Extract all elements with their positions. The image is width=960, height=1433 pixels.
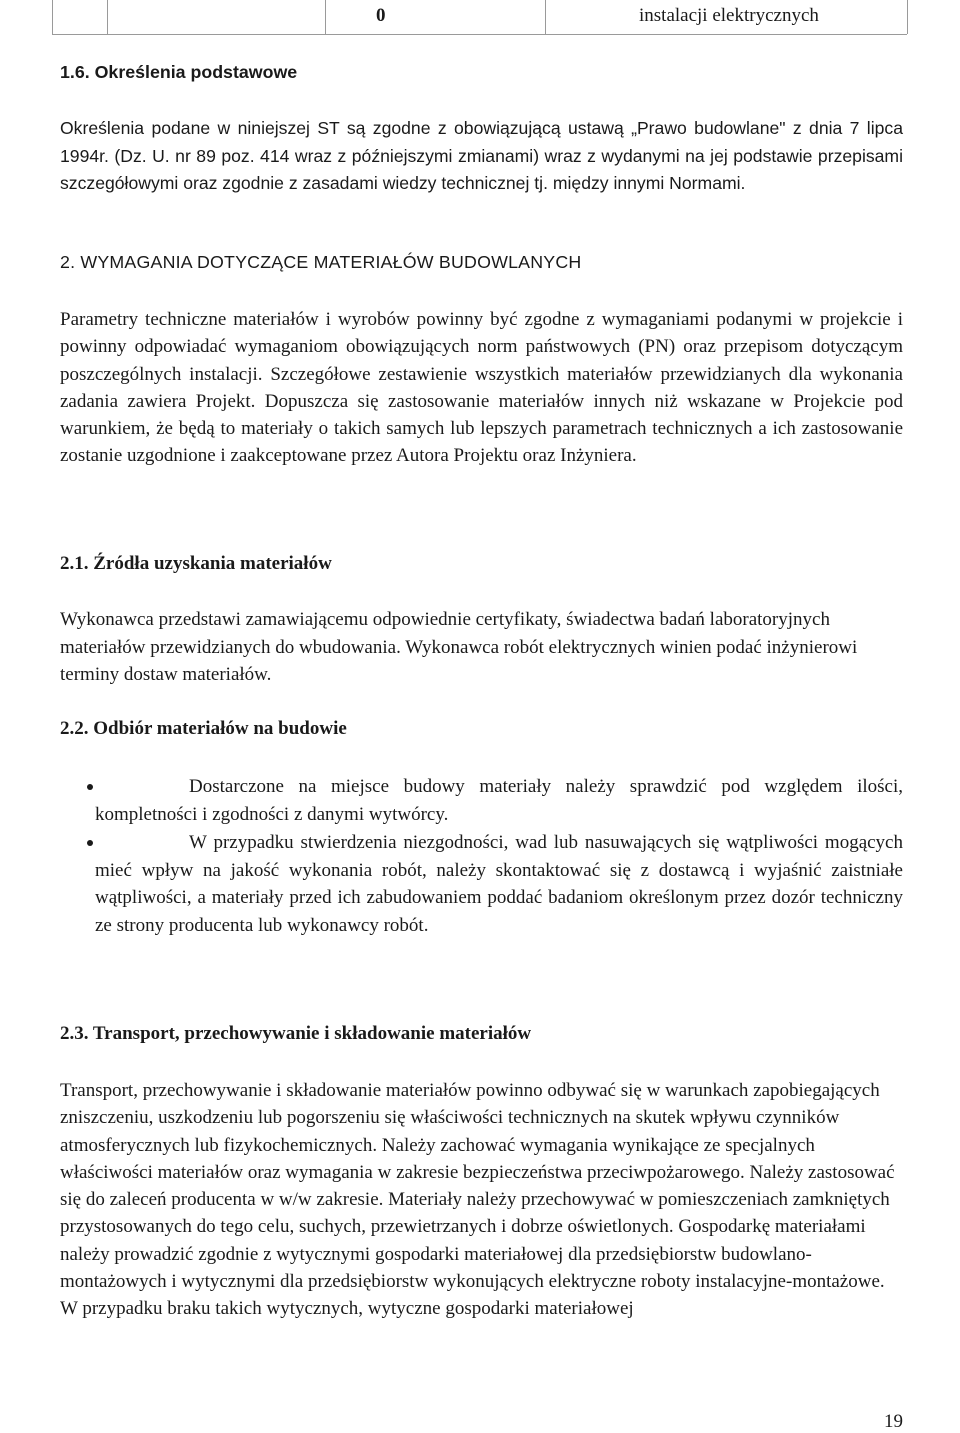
section-paragraph-2-3: Transport, przechowywanie i składowanie materiałów powinno odbywać się w warunkach zapobiegających zniszczeniu, uszkodzeniu lub pogorszeniu się właściwości technicznych na skutek wpływu czynników atmosferycznych lub fizykochemicznych. Należy zachować wymagania wynikające ze specjalnych właściwości materiałów oraz wymagania w zakresie bezpieczeństwa przeciwpożarowego. Należy zastosować się do zaleceń producenta w w/w zakresie. Materiały należy przechowywać w pomieszczeniach zamkniętych przystosowanych do tego celu, suchych, przewietrzanych i dobrze oświetlonych. Gospodarkę materiałami należy prowadzić zgodnie z wytycznymi gospodarki materiałowej dla przedsiębiorstw budowlano-montażowych i wytycznymi dla przedsiębiorstw wykonujących elektryczne roboty instalacyjne-montażowe. W przypadku braku takich wytycznych, wytyczne gospodarki materiałowej [60,1080,895,1320]
header-number: 0 [376,5,386,26]
table-rule [52,34,907,35]
bullet-icon [87,840,93,846]
list-item [95,773,903,828]
section-heading-2: 2. WYMAGANIA DOTYCZĄCE MATERIAŁÓW BUDOWLANYCH [60,252,582,272]
list-item-text: W przypadku stwierdzenia niezgodności, wad lub nasuwających się wątpliwości mogących mieć wpływ na jakość wykonania robót, należy skontaktować się z dostawcą i wyjaśnić zaistniałe wątpliwości, a materiały przed ich zabudowaniem poddać badaniom określonym przez dozór techniczny ze strony producenta lub wykonawcy robót. [95,832,903,936]
table-divider [907,0,908,34]
section-paragraph-1-6: Określenia podane w niniejszej ST są zgodne z obowiązującą ustawą „Prawo budowlane" z dnia 7 lipca 1994r. (Dz. U. nr 89 poz. 414 wraz z późniejszymi zmianami) wraz z wydanymi na jej podstawie przepisami szczegółowymi oraz zgodnie z zasadami wiedzy technicznej tj. między innymi Normami. [60,118,903,193]
list-item-text: Dostarczone na miejsce budowy materiały należy sprawdzić pod względem ilości, kompletności i zgodności z danymi wytwórcy. [95,776,903,825]
table-divider [545,0,546,34]
section-heading-2-1: 2.1. Źródła uzyskania materiałów [60,553,332,574]
header-title: instalacji elektrycznych [639,5,819,26]
table-divider [52,0,53,34]
section-heading-2-3: 2.3. Transport, przechowywanie i składowanie materiałów [60,1023,532,1044]
table-divider [107,0,108,34]
header-table [0,0,960,34]
page-number: 19 [884,1411,903,1432]
section-paragraph-2-1: Wykonawca przedstawi zamawiającemu odpowiednie certyfikaty, świadectwa badań laboratoryjnych materiałów przewidzianych do wbudowania. Wykonawca robót elektrycznych winien podać inżynierowi terminy dostaw materiałów. [60,609,858,685]
bullet-icon [87,784,93,790]
section-heading-1-6: 1.6. Określenia podstawowe [60,62,298,82]
section-paragraph-2: Parametry techniczne materiałów i wyrobów powinny być zgodne z wymaganiami podanymi w projekcie i powinny odpowiadać wymaganiom obowiązujących norm państwowych (PN) oraz przepisom dotyczącym poszczególnych instalacji. Szczegółowe zestawienie wszystkich materiałów przewidzianych dla wykonania zadania zawiera Projekt. Dopuszcza się zastosowanie materiałów innych niż wskazane w Projekcie pod warunkiem, że będą to materiały o takich samych lub lepszych parametrach technicznych a ich zastosowanie zostanie uzgodnione i zaakceptowane przez Autora Projektu oraz Inżyniera. [60,309,903,467]
section-heading-2-2: 2.2. Odbiór materiałów na budowie [60,718,347,739]
table-divider [325,0,326,34]
list-item [95,829,903,939]
